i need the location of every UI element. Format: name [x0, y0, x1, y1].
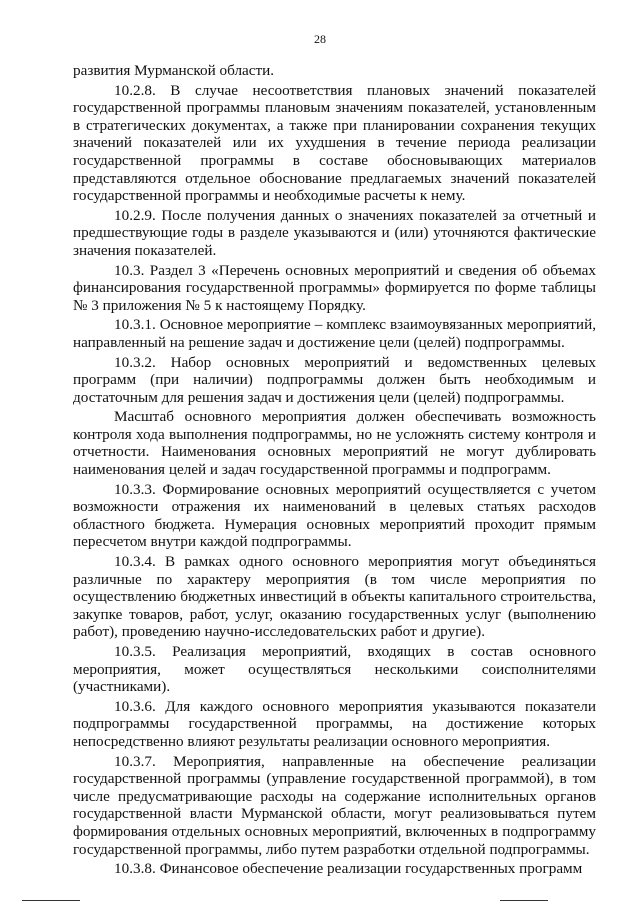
paragraph-10-3: 10.3. Раздел 3 «Перечень основных мероприятий и сведения об объемах финансирования государственной программы» формируется по форме таблицы № 3 приложения № 5 к настоящему Порядку. — [73, 261, 596, 314]
paragraph-10-3-3: 10.3.3. Формирование основных мероприятий осуществляется с учетом возможности отражения их наименований в целевых статьях расходов областного бюджета. Нумерация основных мероприятий проходит прямым пересчетом внутри каждой подпрограммы. — [73, 480, 596, 551]
paragraph-10-3-7: 10.3.7. Мероприятия, направленные на обеспечение реализации государственной программы (управление государственной программой), в том числе предусматривающие расходы на содержание исполнительных органов государственной власти Мурманской области, могут реализовываться путем формирования отдельных основных мероприятий, включенных в подпрограмму государственной программы, либо путем разработки отдельной подпрограммы. — [73, 752, 596, 858]
paragraph-10-3-5: 10.3.5. Реализация мероприятий, входящих в состав основного мероприятия, может осуществляться несколькими соисполнителями (участниками). — [73, 643, 596, 696]
paragraph-10-2-9: 10.2.9. После получения данных о значениях показателей за отчетный и предшествующие годы в разделе указываются и (или) уточняются фактические значения показателей. — [73, 206, 596, 259]
paragraph-10-3-8: 10.3.8. Финансовое обеспечение реализации государственных программ — [114, 860, 583, 878]
footer-divider — [500, 900, 548, 901]
paragraph-10-2-8: 10.2.8. В случае несоответствия плановых значений показателей государственной программы плановым значениям показателей, установленным в стратегических документах, а также при планировании сохранения текущих значений показателей или их ухудшения в течение периода реализации государственной программы в составе обосновывающих материалов представляются отдельное обоснование предлагаемых значений показателей государственной программы и необходимые расчеты к нему. — [73, 81, 596, 205]
page-number: 28 — [314, 32, 326, 46]
paragraph-10-3-2: 10.3.2. Набор основных мероприятий и ведомственных целевых программ (при наличии) подпрограммы должен быть необходимым и достаточным для решения задач и достижения цели (целей) подпрограммы. — [73, 353, 596, 406]
paragraph-10-3-6: 10.3.6. Для каждого основного мероприятия указываются показатели подпрограммы государственной программы, на достижение которых непосредственно влияют результаты реализации основного мероприятия. — [73, 697, 596, 750]
paragraph-10-3-4: 10.3.4. В рамках одного основного мероприятия могут объединяться различные по характеру мероприятия (в том числе мероприятия по осуществлению бюджетных инвестиций в объекты капитального строительства, закупке товаров, работ, услуг, оказанию государственных услуг (выполнению работ), проведению научно-исследовательских работ и другие). — [73, 553, 596, 641]
footer-divider — [22, 900, 80, 901]
paragraph-10-3-1: 10.3.1. Основное мероприятие – комплекс взаимоувязанных мероприятий, направленный на решение задач и достижение цели (целей) подпрограммы. — [73, 316, 596, 351]
document-body — [73, 62, 596, 880]
paragraph-continuation: развития Мурманской области. — [73, 62, 275, 79]
paragraph-scale: Масштаб основного мероприятия должен обеспечивать возможность контроля хода выполнения подпрограммы, но не усложнять систему контроля и отчетности. Наименования основных мероприятий не могут дублировать наименования целей и задач государственной программы и подпрограмм. — [73, 408, 596, 479]
